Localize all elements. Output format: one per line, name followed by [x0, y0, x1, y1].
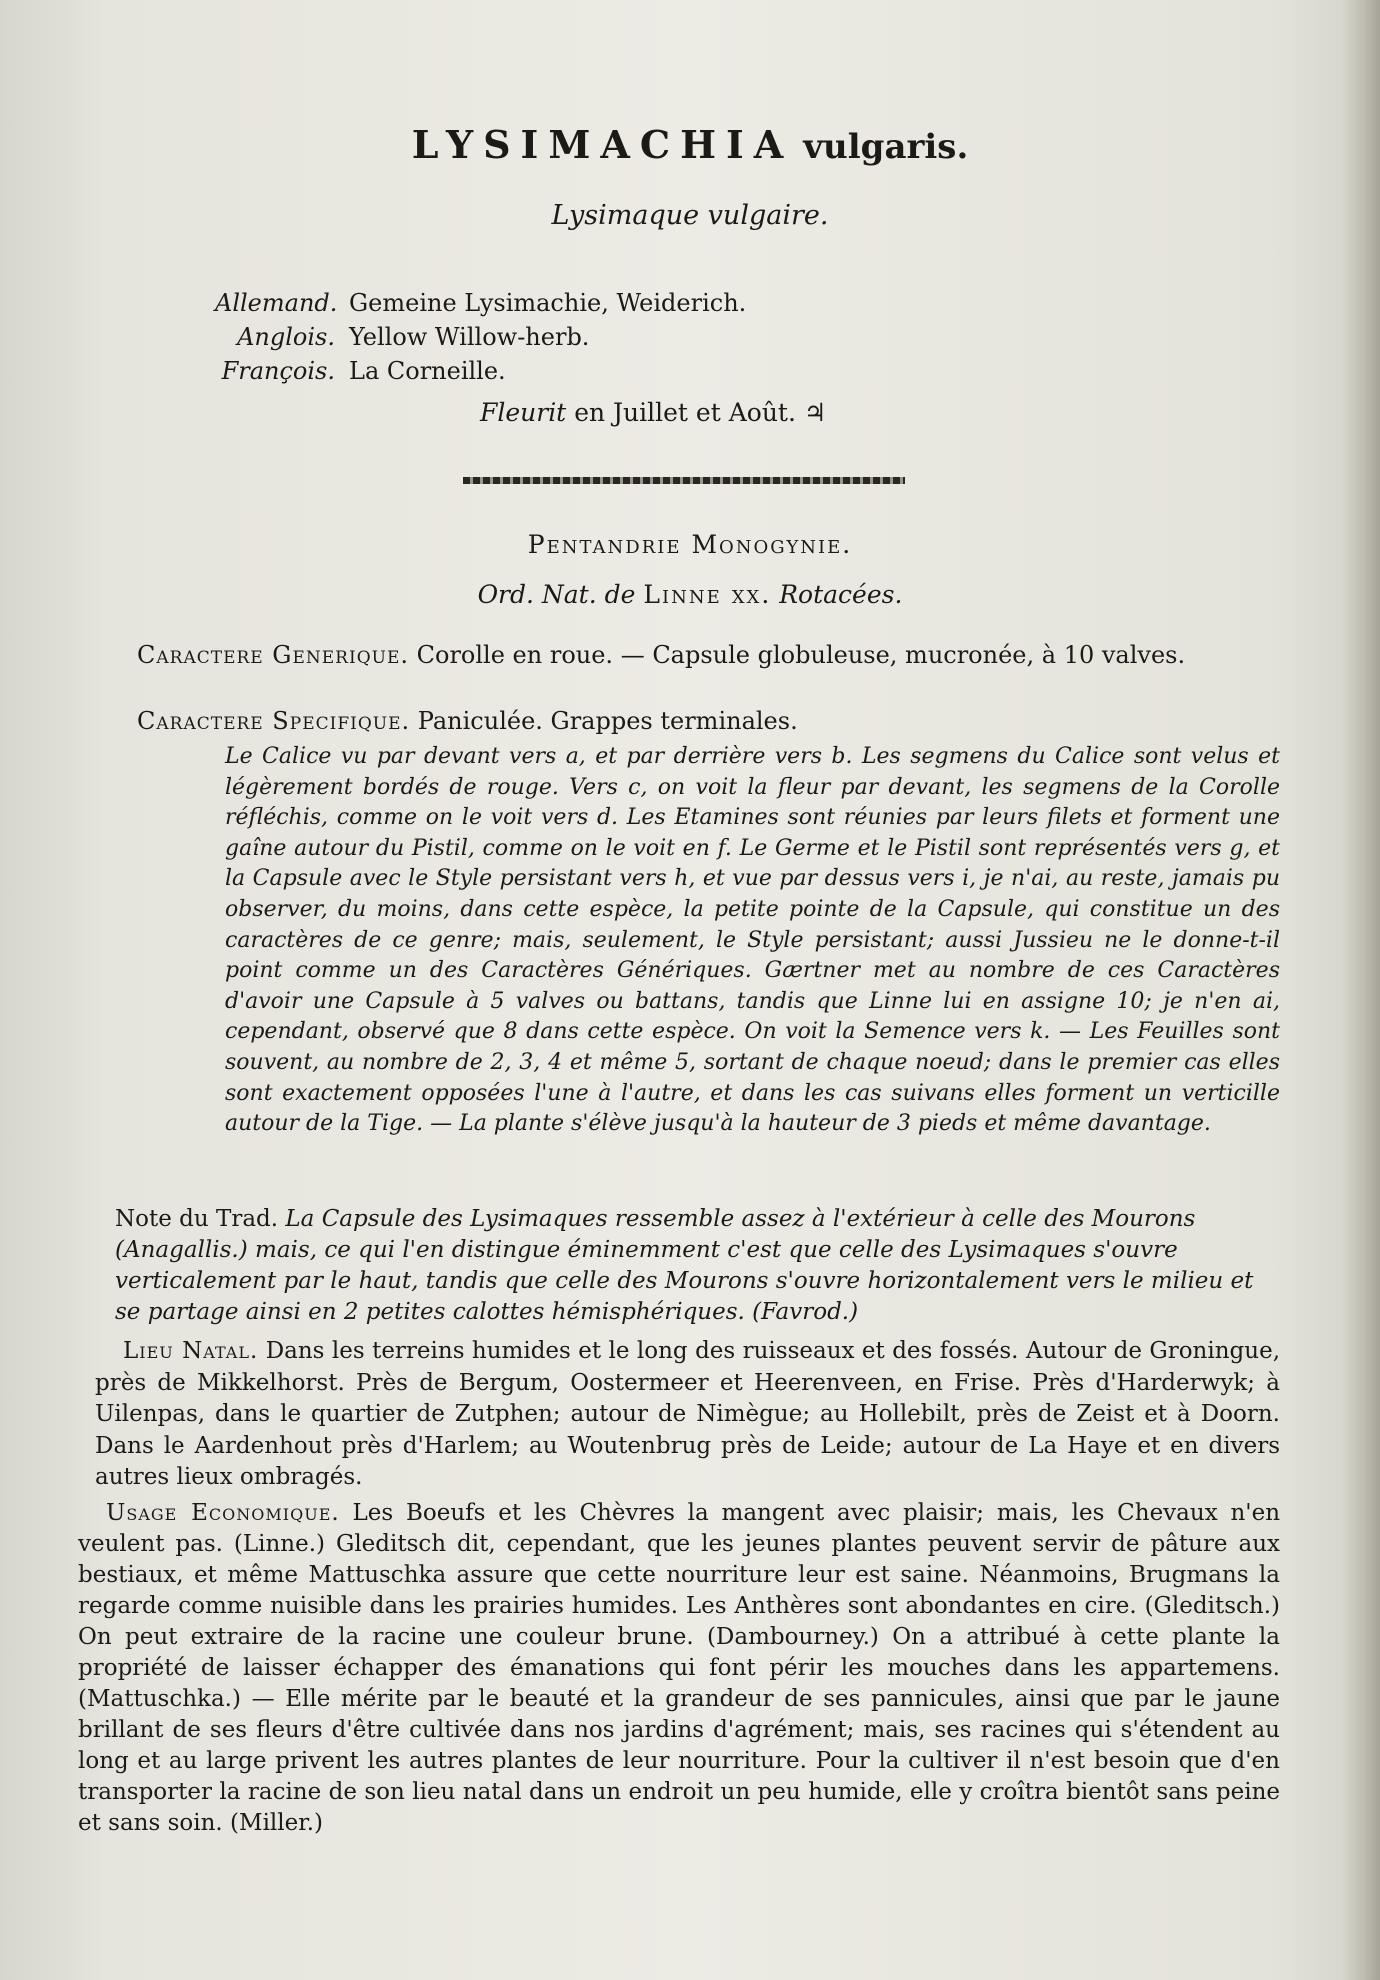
- generic-character-text: Corolle en roue. — Capsule globuleuse, mucronée, à 10 valves.: [416, 641, 1186, 669]
- generic-character: [95, 640, 1280, 670]
- vernacular-name: Yellow Willow-herb.: [349, 323, 590, 351]
- natural-order-line: [0, 580, 1380, 609]
- vernacular-name: Gemeine Lysimachie, Weiderich.: [349, 289, 747, 317]
- native-habitat: [95, 1336, 1280, 1494]
- flowering-line: [480, 398, 826, 427]
- economic-use-text: Les Boeufs et les Chèvres la mangent avec plaisir; mais, les Chevaux n'en veulent pas. (Linne.) Gleditsch dit, cependant, que les jeunes plantes peuvent servir de pâture aux bestiaux, et même Mattuschka assure que cette nourriture leur est saine. Néanmoins, Brugmans la regarde comme nuisible dans les prairies humides. Les Anthères sont abondantes en cire. (Gleditsch.) On peut extraire de la racine une couleur brune. (Dambourney.) On a attribué à cette plante la propriété de laisser échapper des émanations qui font périr les mouches dans les appartemens. (Mattuschka.) — Elle mérite par le beauté et la grandeur de ses pannicules, ainsi que par le jaune brillant de ses fleurs d'être cultivée dans nos jardins d'agrément; mais, ses racines qui s'étendent au long et au large privent les autres plantes de leur nourriture. Pour la cultiver il n'est besoin que d'en transporter la racine de son lieu natal dans un endroit un peu humide, elle y croîtra bientôt sans peine et sans soin. (Miller.): [78, 1500, 1281, 1836]
- genus-name: LYSIMACHIA: [411, 122, 794, 167]
- native-habitat-label: Lieu Natal.: [123, 1338, 259, 1364]
- order-prefix: Ord. Nat. de: [477, 580, 636, 609]
- page-gutter-shadow: [1342, 0, 1380, 1980]
- order-name: Linne xx.: [643, 580, 772, 609]
- generic-character-label: Caractere Generique.: [137, 641, 409, 669]
- language-label: Anglois.: [237, 323, 335, 351]
- specific-character-label: Caractere Specifique.: [137, 707, 411, 735]
- translator-note-text: La Capsule des Lysimaques ressemble assez à l'extérieur à celle des Mourons (Anagallis.) mais, ce qui l'en distingue éminemment c'est que celle des Lysimaques s'ouvre verticalement par le haut, tandis que celle des Mourons s'ouvre horizontalement vers le milieu et se partage ainsi en 2 petites calottes hémisphériques. (Favrod.): [115, 1206, 1254, 1325]
- economic-use-label: Usage Economique.: [106, 1500, 340, 1526]
- vernacular-names-list: [215, 286, 746, 388]
- french-common-name: Lysimaque vulgaire.: [551, 200, 829, 231]
- description-paragraph: Le Calice vu par devant vers a, et par derrière vers b. Les segmens du Calice sont velus et légèrement bordés de rouge. Vers c, on voit la fleur par devant, les segmens de la Corolle réfléchis, comme on le voit vers d. Les Etamines sont réunies par leurs filets et forment une gaîne autour du Pistil, comme on le voit en f. Le Germe et le Pistil sont représentés vers g, et la Capsule avec le Style persistant vers h, et vue par dessus vers i, je n'ai, au reste, jamais pu observer, du moins, dans cette espèce, la petite pointe de la Capsule, qui constitue un des caractères de ce genre; mais, seulement, le Style persistant; aussi Jussieu ne le donne-t-il point comme un des Caractères Génériques. Gærtner met au nombre de ces Caractères d'avoir une Capsule à 5 valves ou battans, tandis que Linne lui en assigne 10; je n'en ai, cependant, observé que 8 dans cette espèce. On voit la Semence vers k. — Les Feuilles sont souvent, au nombre de 2, 3, 4 et même 5, sortant de chaque noeud; dans le premier cas elles sont exactement opposées l'une à l'autre, et dans les cas suivans elles forment un verticille autour de la Tige. — La plante s'élève jusqu'à la hauteur de 3 pieds et même davantage.: [225, 744, 1280, 1137]
- order-family: Rotacées.: [779, 580, 903, 609]
- vernacular-row: [215, 320, 746, 354]
- perennial-symbol: ♃: [803, 398, 827, 427]
- vernacular-name: La Corneille.: [349, 357, 506, 385]
- flowering-text: en Juillet et Août.: [574, 398, 796, 427]
- ornamental-rule: [463, 477, 905, 484]
- translator-note-label: Note du Trad.: [115, 1206, 279, 1232]
- economic-use: [78, 1498, 1280, 1839]
- vernacular-row: [215, 354, 746, 388]
- specific-character-text: Paniculée. Grappes terminales.: [417, 707, 798, 735]
- flowering-label: Fleurit: [480, 398, 567, 427]
- species-epithet: vulgaris.: [803, 127, 969, 167]
- language-label: Allemand.: [215, 289, 338, 317]
- translator-note: [115, 1204, 1280, 1328]
- specific-character: [95, 706, 1280, 736]
- linnaean-class: Pentandrie Monogynie.: [527, 530, 853, 559]
- native-habitat-text: Dans les terreins humides et le long des ruisseaux et des fossés. Autour de Groningue, près de Mikkelhorst. Près de Bergum, Oostermeer et Heerenveen, en Frise. Près d'Harderwyk; à Uilenpas, dans le quartier de Zutphen; autour de Nimègue; au Hollebilt, près de Zeist et à Doorn. Dans le Aardenhout près d'Harlem; au Woutenbrug près de Leide; autour de La Haye et en divers autres lieux ombragés.: [95, 1338, 1280, 1490]
- vernacular-row: [215, 286, 746, 320]
- language-label: François.: [221, 357, 335, 385]
- page-title: [0, 122, 1380, 167]
